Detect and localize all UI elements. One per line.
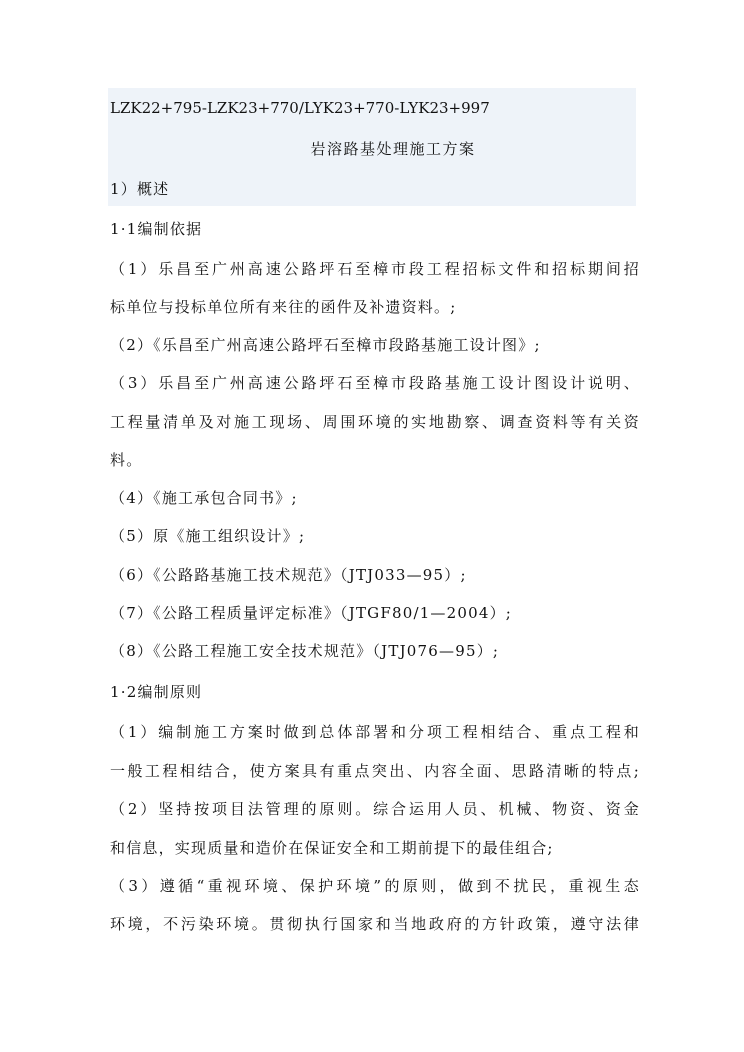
basis-line: （8）《公路工程施工安全技术规范》（JTJ076—95）; xyxy=(110,642,500,660)
basis-line: 标单位与投标单位所有来往的函件及补遗资料。; xyxy=(110,298,457,316)
principle-line: 环境，不污染环境。贯彻执行国家和当地政府的方针政策，遵守法律 xyxy=(110,915,640,933)
principle-line: 一般工程相结合，使方案具有重点突出、内容全面、思路清晰的特点; xyxy=(110,762,640,780)
basis-line: （7）《公路工程质量评定标准》（JTGF80/1—2004）; xyxy=(110,604,513,622)
principle-line: （2）坚持按项目法管理的原则。综合运用人员、机械、物资、资金 xyxy=(110,800,640,818)
basis-line: 工程量清单及对施工现场、周围环境的实地勘察、调查资料等有关资 xyxy=(110,413,640,431)
basis-line: （6）《公路路基施工技术规范》（JTJ033—95）; xyxy=(110,566,467,584)
basis-line: （5）原《施工组织设计》; xyxy=(110,527,306,545)
document-title: 岩溶路基处理施工方案 xyxy=(310,140,476,158)
basis-line: 料。 xyxy=(110,451,143,469)
basis-line: （2）《乐昌至广州高速公路坪石至樟市段路基施工设计图》; xyxy=(110,336,541,354)
principle-line: （3）遵循“重视环境、保护环境”的原则，做到不扰民，重视生态 xyxy=(110,877,640,895)
section-code: LZK22+795-LZK23+770/LYK23+770-LYK23+997 xyxy=(110,99,490,117)
principle-line: （1）编制施工方案时做到总体部署和分项工程相结合、重点工程和 xyxy=(110,723,640,741)
principle-line: 和信息，实现质量和造价在保证安全和工期前提下的最佳组合; xyxy=(110,839,554,857)
heading-overview: 1）概述 xyxy=(110,180,170,198)
basis-line: （3）乐昌至广州高速公路坪石至樟市段路基施工设计图设计说明、 xyxy=(110,374,640,392)
basis-line: （1）乐昌至广州高速公路坪石至樟市段工程招标文件和招标期间招 xyxy=(110,260,640,278)
heading-principles: 1·2编制原则 xyxy=(110,683,203,701)
heading-basis: 1·1编制依据 xyxy=(110,220,203,238)
basis-line: （4）《施工承包合同书》; xyxy=(110,489,298,507)
